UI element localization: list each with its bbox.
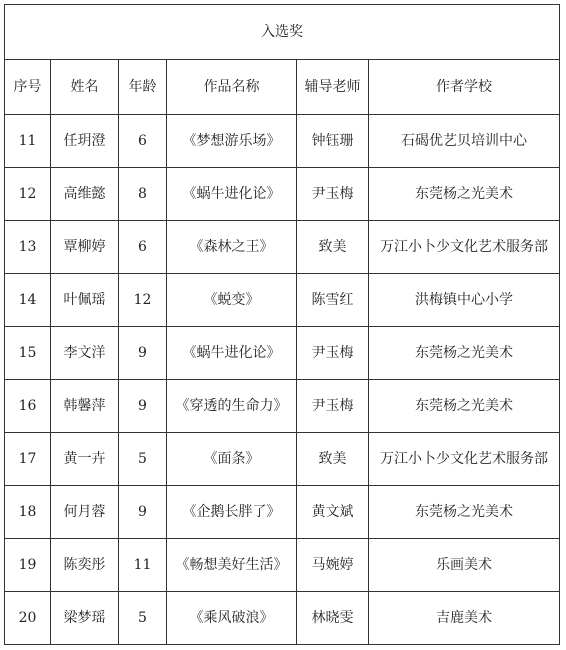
cell-no: 15 [5,327,51,380]
cell-work: 《乘风破浪》 [167,592,297,645]
cell-age: 9 [119,486,167,539]
cell-name: 高维懿 [51,168,119,221]
table-row [5,221,560,274]
header-teacher: 辅导老师 [297,60,369,115]
cell-age: 9 [119,327,167,380]
cell-age: 5 [119,433,167,486]
cell-school: 东莞杨之光美术 [369,486,560,539]
cell-no: 16 [5,380,51,433]
table-row [5,539,560,592]
cell-school: 石碣优艺贝培训中心 [369,115,560,168]
header-name: 姓名 [51,60,119,115]
cell-work: 《企鹅长胖了》 [167,486,297,539]
cell-school: 东莞杨之光美术 [369,327,560,380]
table-row [5,274,560,327]
table-row [5,115,560,168]
cell-no: 17 [5,433,51,486]
cell-no: 20 [5,592,51,645]
cell-teacher: 致美 [297,433,369,486]
cell-school: 东莞杨之光美术 [369,380,560,433]
table-row [5,327,560,380]
table-row [5,592,560,645]
table-header-row [5,60,560,115]
cell-name: 何月蓉 [51,486,119,539]
cell-name: 李文洋 [51,327,119,380]
cell-no: 11 [5,115,51,168]
cell-school: 洪梅镇中心小学 [369,274,560,327]
table-title: 入选奖 [5,5,560,60]
cell-name: 黄一卉 [51,433,119,486]
table-row [5,380,560,433]
cell-teacher: 陈雪红 [297,274,369,327]
cell-teacher: 致美 [297,221,369,274]
cell-work: 《蜕变》 [167,274,297,327]
cell-school: 乐画美术 [369,539,560,592]
cell-work: 《蜗牛进化论》 [167,168,297,221]
header-work: 作品名称 [167,60,297,115]
cell-teacher: 黄文斌 [297,486,369,539]
table-row [5,433,560,486]
cell-work: 《面条》 [167,433,297,486]
cell-teacher: 马婉婷 [297,539,369,592]
cell-teacher: 尹玉梅 [297,168,369,221]
cell-age: 6 [119,115,167,168]
cell-work: 《穿透的生命力》 [167,380,297,433]
cell-age: 12 [119,274,167,327]
award-table [4,4,560,645]
cell-name: 陈奕彤 [51,539,119,592]
cell-work: 《畅想美好生活》 [167,539,297,592]
table-row [5,486,560,539]
cell-name: 叶佩瑶 [51,274,119,327]
cell-name: 任玥澄 [51,115,119,168]
cell-no: 14 [5,274,51,327]
cell-work: 《蜗牛进化论》 [167,327,297,380]
header-no: 序号 [5,60,51,115]
cell-no: 13 [5,221,51,274]
cell-age: 6 [119,221,167,274]
cell-no: 19 [5,539,51,592]
cell-school: 万江小卜少文化艺术服务部 [369,221,560,274]
table-title-row [5,5,560,60]
cell-work: 《森林之王》 [167,221,297,274]
cell-name: 梁梦瑶 [51,592,119,645]
cell-age: 5 [119,592,167,645]
cell-school: 东莞杨之光美术 [369,168,560,221]
cell-no: 12 [5,168,51,221]
cell-no: 18 [5,486,51,539]
cell-teacher: 尹玉梅 [297,380,369,433]
cell-age: 11 [119,539,167,592]
cell-name: 韩馨萍 [51,380,119,433]
table-row [5,168,560,221]
cell-age: 9 [119,380,167,433]
cell-school: 吉鹿美术 [369,592,560,645]
header-school: 作者学校 [369,60,560,115]
cell-school: 万江小卜少文化艺术服务部 [369,433,560,486]
cell-teacher: 钟钰珊 [297,115,369,168]
cell-teacher: 林晓雯 [297,592,369,645]
cell-age: 8 [119,168,167,221]
cell-name: 覃柳婷 [51,221,119,274]
header-age: 年龄 [119,60,167,115]
cell-teacher: 尹玉梅 [297,327,369,380]
cell-work: 《梦想游乐场》 [167,115,297,168]
